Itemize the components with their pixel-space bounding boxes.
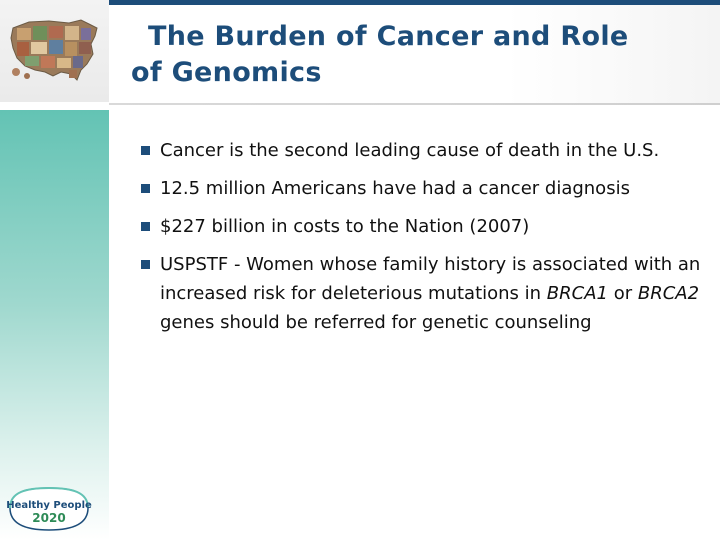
square-bullet-icon [141, 146, 150, 155]
sidebar [0, 0, 109, 540]
bullet-text: 12.5 million Americans have had a cancer diagnosis [160, 178, 630, 199]
slide-title-line-2: of Genomics [131, 57, 322, 88]
bullet-item [140, 212, 710, 241]
sidebar-teal-gradient [0, 110, 109, 540]
gene-name-brca2: BRCA2 [637, 283, 700, 304]
slide-title [131, 19, 711, 91]
logo-text-line-2: 2020 [32, 511, 66, 525]
bullet-text-part: genes should be referred for genetic counseling [160, 312, 592, 333]
logo-text-line-1: Healthy People [6, 500, 92, 511]
bullet-text: $227 billion in costs to the Nation (2007) [160, 216, 530, 237]
square-bullet-icon [141, 222, 150, 231]
bullet-item [140, 174, 710, 203]
bullet-item [140, 136, 710, 165]
us-map-collage-icon [7, 14, 103, 84]
bullet-item [140, 250, 710, 337]
square-bullet-icon [141, 260, 150, 269]
bullet-text-part: USPSTF - Women whose family history is associated with an increased risk for deleterious mutations in [160, 254, 701, 304]
bullet-list [140, 136, 710, 337]
healthy-people-2020-logo [6, 486, 92, 532]
slide-title-line-1: The Burden of Cancer and Role [148, 21, 629, 52]
title-divider [109, 103, 720, 105]
bullet-text-part: or [607, 283, 638, 304]
gene-name-brca1: BRCA1 [546, 283, 608, 304]
bullet-text: Cancer is the second leading cause of death in the U.S. [160, 140, 660, 161]
square-bullet-icon [141, 184, 150, 193]
